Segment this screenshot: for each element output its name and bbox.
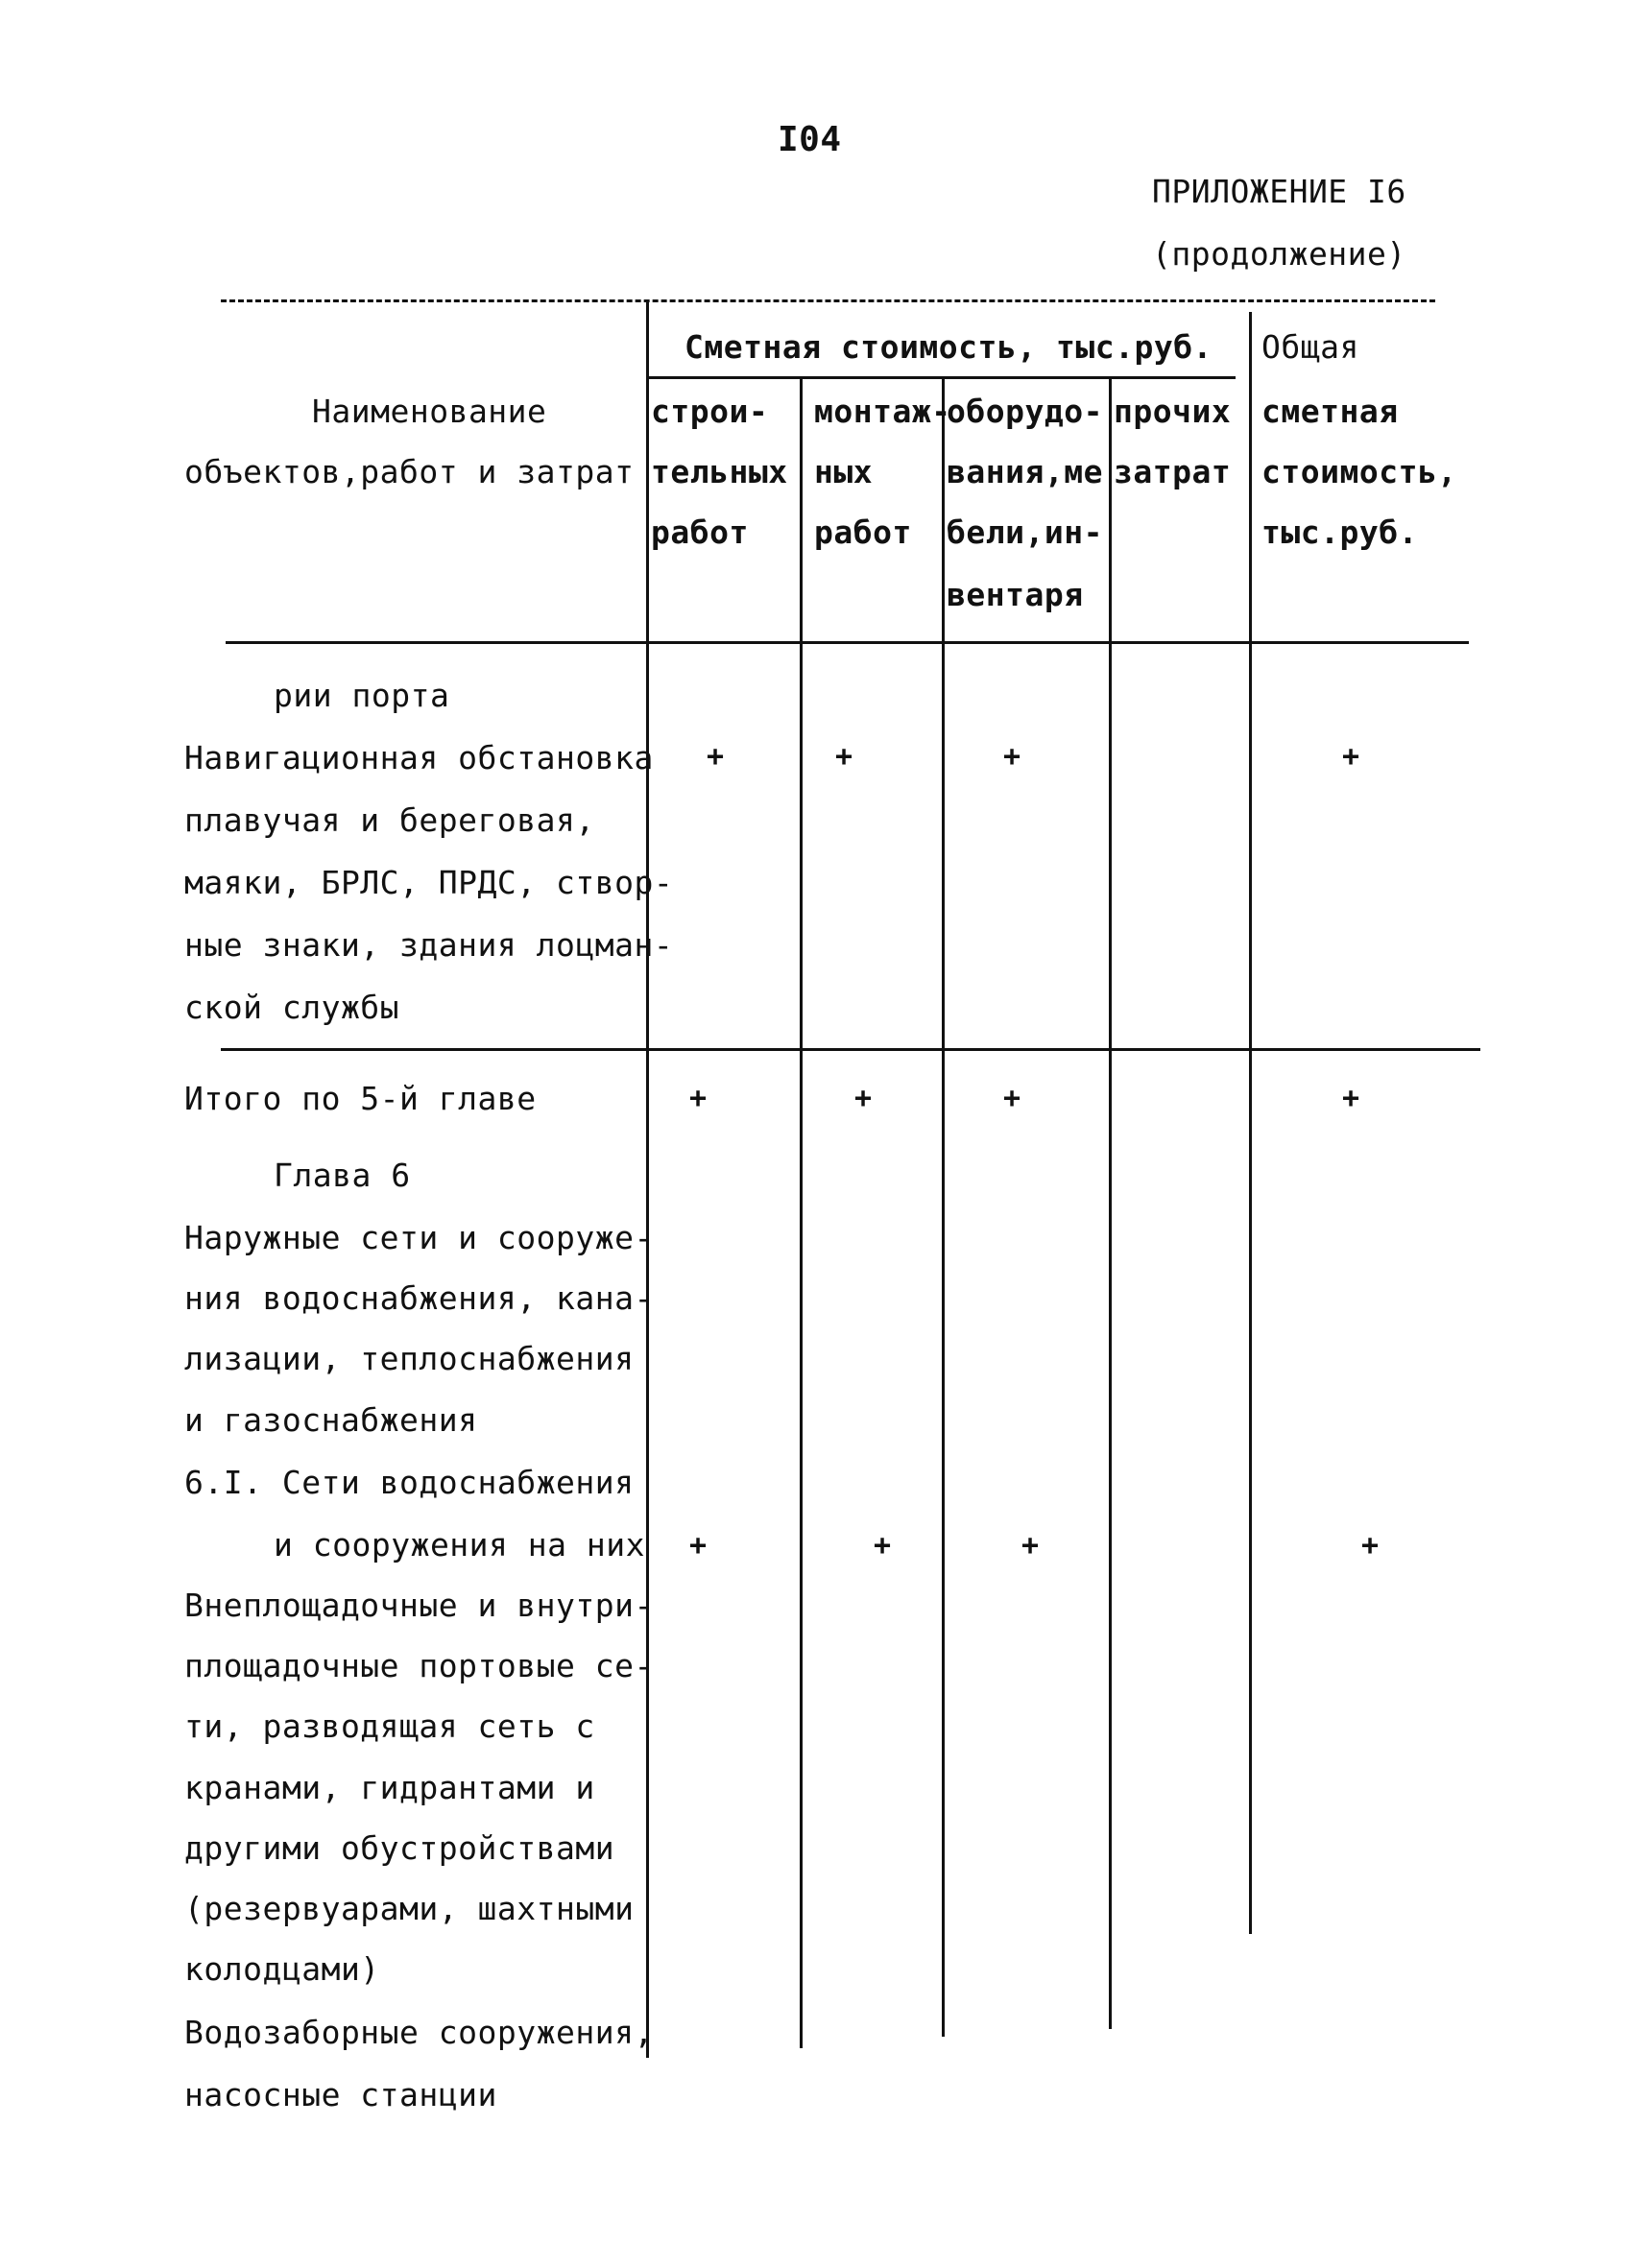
mark-build: + bbox=[707, 740, 725, 774]
row-text: ской службы bbox=[184, 989, 400, 1026]
equip-col-header-3: бели,ин- bbox=[947, 513, 1103, 551]
row-text: Внеплощадочные и внутри- bbox=[184, 1587, 654, 1624]
row-text: маяки, БРЛС, ПРДС, створ- bbox=[184, 864, 674, 901]
mark-build: + bbox=[689, 1082, 708, 1115]
mount-col-header-3: работ bbox=[814, 513, 912, 551]
col-divider-build bbox=[800, 376, 803, 2048]
row-text: Итого по 5-й главе bbox=[184, 1080, 537, 1117]
mark-mount: + bbox=[854, 1082, 873, 1115]
row-text: (резервуарами, шахтными bbox=[184, 1890, 635, 1927]
mark-total: + bbox=[1342, 740, 1360, 774]
col-divider-equip bbox=[1109, 376, 1112, 2029]
row-text: и сооружения на них bbox=[274, 1526, 645, 1564]
appendix-subtitle: (продолжение) bbox=[1152, 235, 1406, 273]
mark-equip: + bbox=[1003, 1082, 1021, 1115]
row-text: и газоснабжения bbox=[184, 1401, 478, 1439]
total-col-header-3: стоимость, bbox=[1261, 453, 1457, 490]
build-col-header-1: строи- bbox=[651, 393, 769, 430]
row-text: другими обустройствами bbox=[184, 1829, 615, 1867]
header-bottom-rule bbox=[226, 641, 1469, 644]
row-text: колодцами) bbox=[184, 1950, 380, 1988]
equip-col-header-2: вания,ме bbox=[947, 453, 1103, 490]
build-col-header-3: работ bbox=[651, 513, 749, 551]
appendix-title: ПРИЛОЖЕНИЕ I6 bbox=[1152, 173, 1406, 210]
col-divider-name bbox=[646, 299, 649, 2058]
mark-equip: + bbox=[1003, 740, 1021, 774]
row-text: Водозаборные сооружения, bbox=[184, 2014, 654, 2051]
mark-equip: + bbox=[1021, 1529, 1040, 1563]
section-rule bbox=[221, 1048, 1480, 1051]
mark-build: + bbox=[689, 1529, 708, 1563]
cost-group-header: Сметная стоимость, тыс.руб. bbox=[684, 328, 1213, 366]
row-text: плавучая и береговая, bbox=[184, 801, 595, 839]
equip-col-header-1: оборудо- bbox=[947, 393, 1103, 430]
row-text: насосные станции bbox=[184, 2076, 497, 2113]
row-text: лизации, теплоснабжения bbox=[184, 1340, 635, 1377]
table-top-rule bbox=[221, 299, 1435, 302]
col-divider-mount bbox=[942, 376, 945, 2037]
row-text: Наружные сети и сооруже- bbox=[184, 1219, 654, 1256]
other-col-header-2: затрат bbox=[1114, 453, 1232, 490]
total-col-header-4: тыс.руб. bbox=[1261, 513, 1418, 551]
mount-col-header-2: ных bbox=[814, 453, 874, 490]
row-text: 6.I. Сети водоснабжения bbox=[184, 1464, 635, 1501]
row-text: Глава 6 bbox=[274, 1157, 411, 1194]
mark-total: + bbox=[1361, 1529, 1380, 1563]
mount-col-header-1: монтаж- bbox=[814, 393, 951, 430]
build-col-header-2: тельных bbox=[651, 453, 788, 490]
row-text: ные знаки, здания лоцман- bbox=[184, 926, 674, 964]
name-col-header-line2: объектов,работ и затрат bbox=[184, 453, 635, 490]
mark-mount: + bbox=[835, 740, 853, 774]
row-text: кранами, гидрантами и bbox=[184, 1769, 595, 1806]
other-col-header-1: прочих bbox=[1114, 393, 1232, 430]
total-col-header-1: Общая bbox=[1261, 328, 1359, 366]
equip-col-header-4: вентаря bbox=[947, 576, 1084, 613]
name-col-header-line1: Наименование bbox=[312, 393, 547, 430]
row-text: ния водоснабжения, кана- bbox=[184, 1279, 654, 1317]
mark-mount: + bbox=[874, 1529, 892, 1563]
mark-total: + bbox=[1342, 1082, 1360, 1115]
row-text: рии порта bbox=[274, 677, 450, 714]
row-text: Навигационная обстановка bbox=[184, 739, 654, 776]
row-text: площадочные портовые се- bbox=[184, 1647, 654, 1684]
total-col-header-2: сметная bbox=[1261, 393, 1399, 430]
col-divider-other bbox=[1249, 312, 1252, 1934]
page-number: I04 bbox=[778, 120, 842, 159]
row-text: ти, разводящая сеть с bbox=[184, 1707, 595, 1745]
